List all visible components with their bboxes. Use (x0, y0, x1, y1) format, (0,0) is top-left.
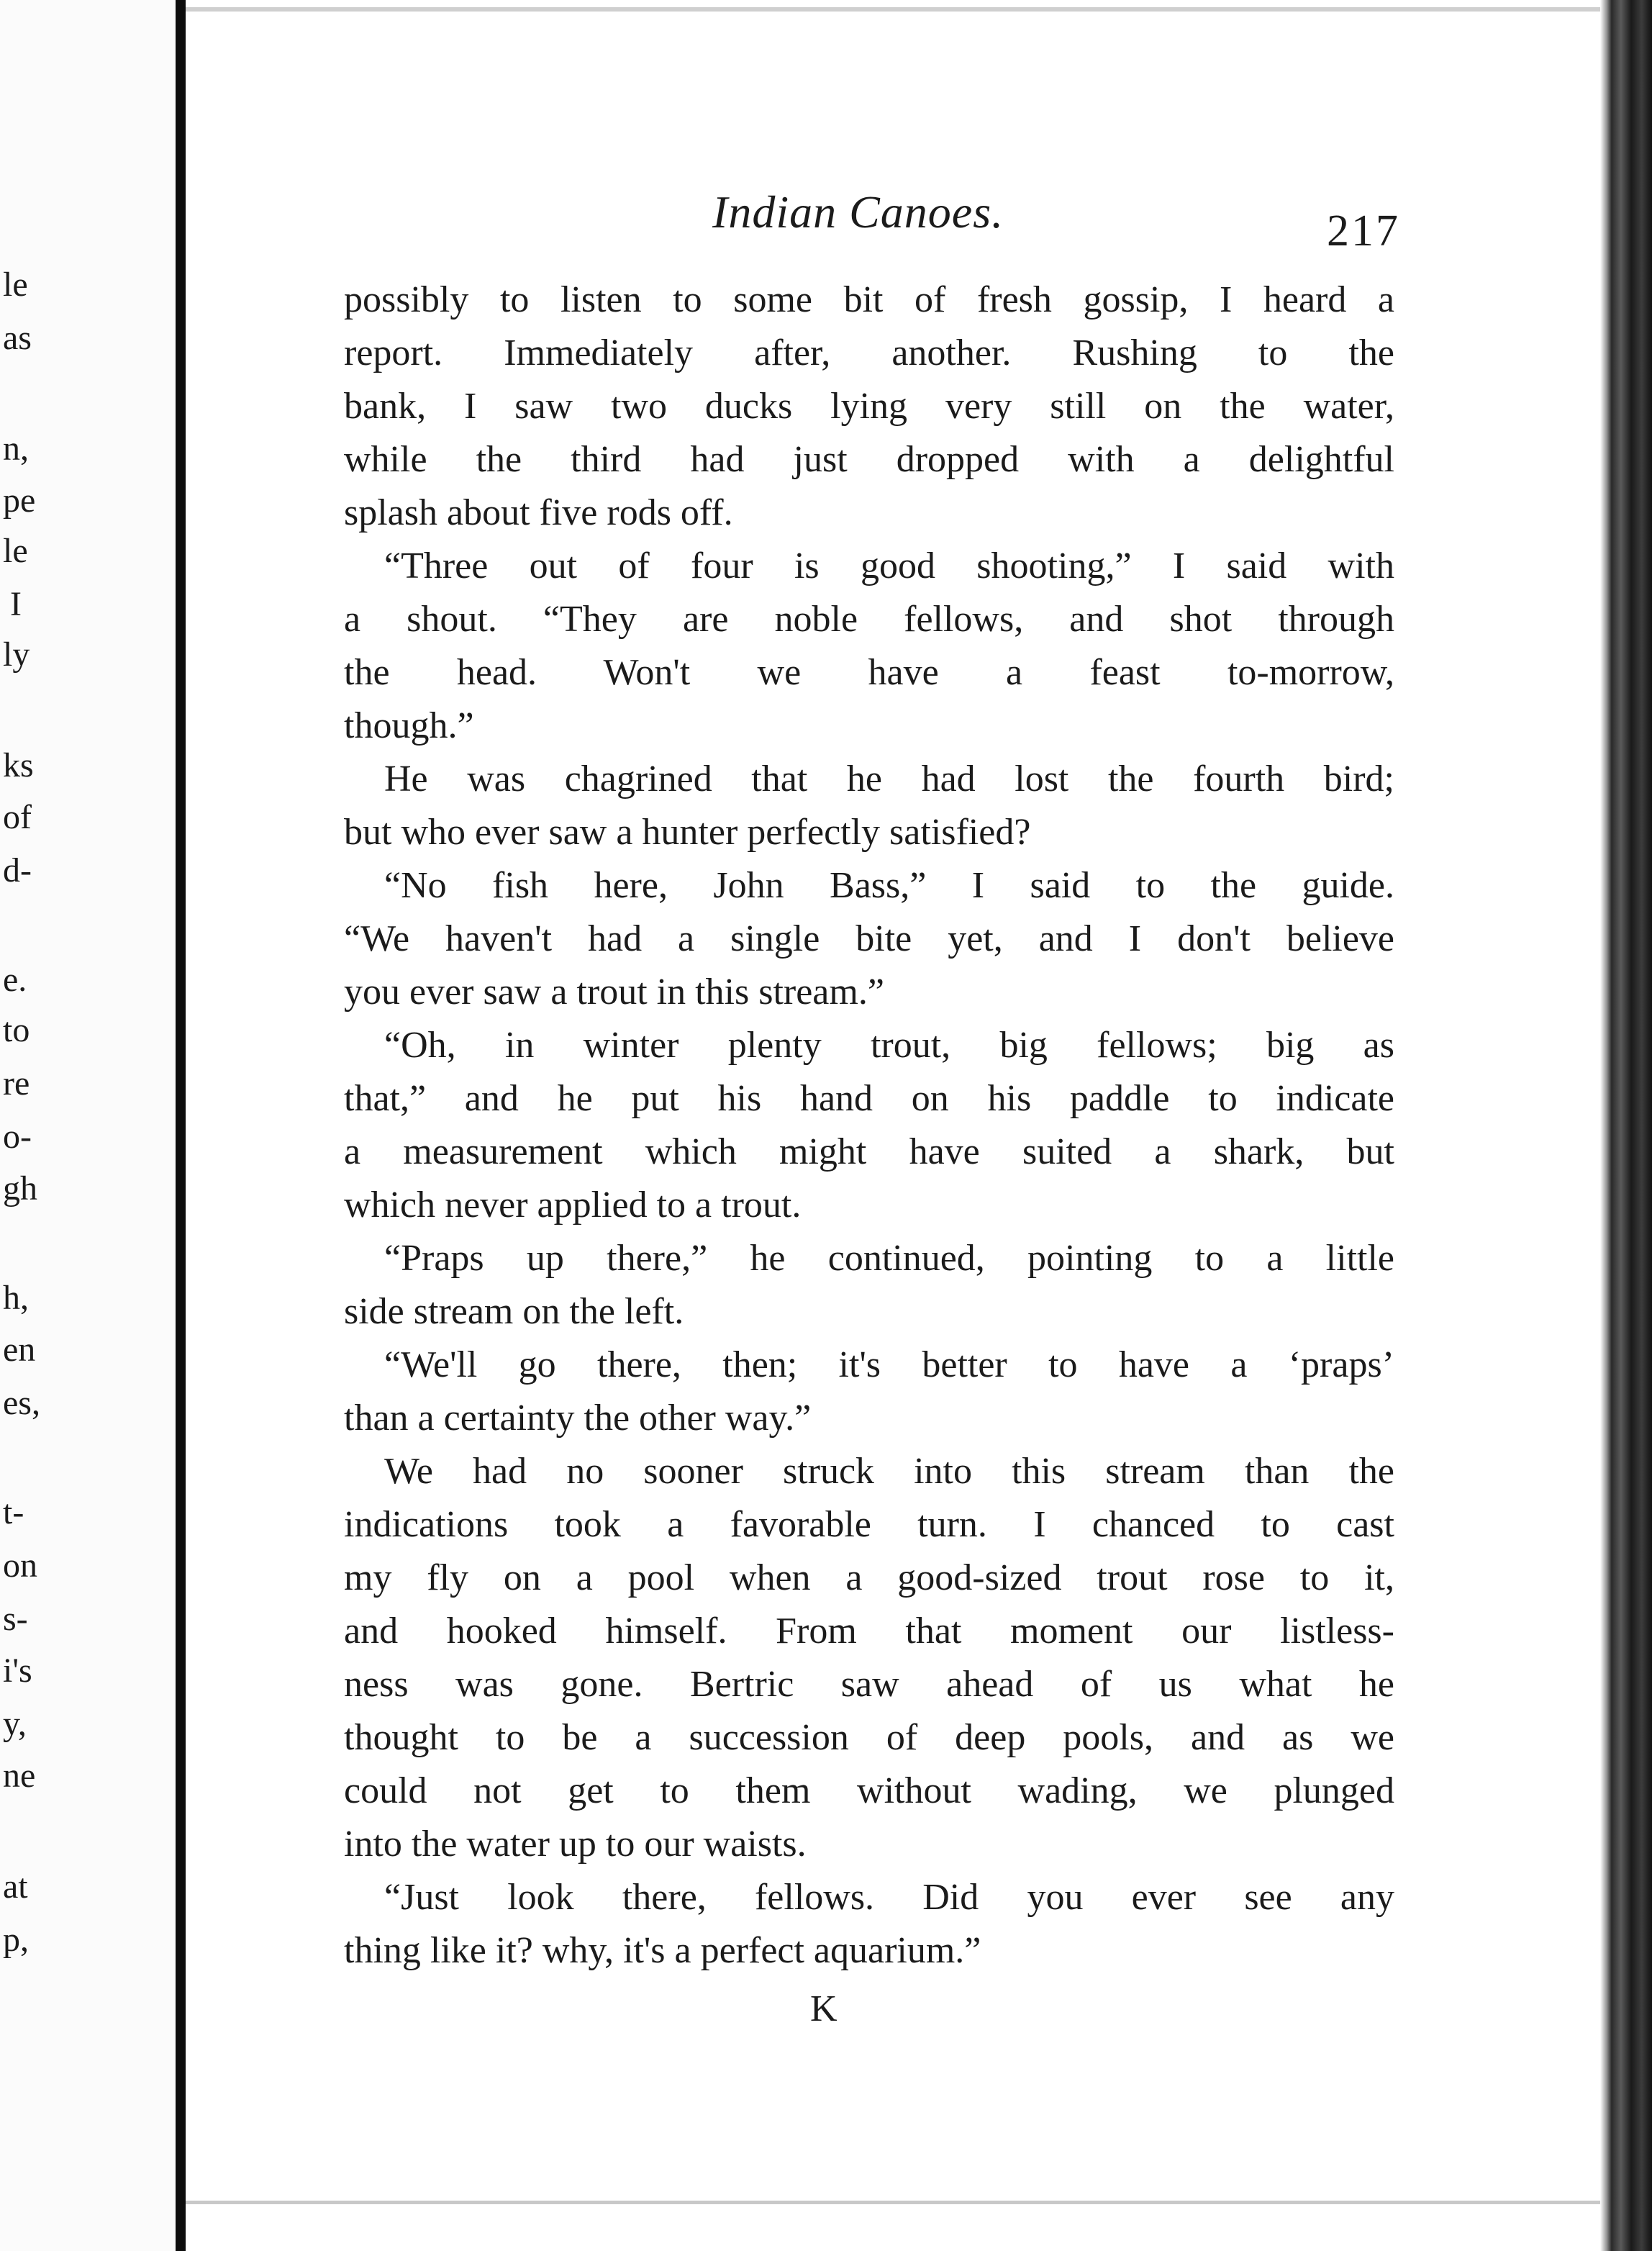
text-line: bank, I saw two ducks lying very still on the water, (344, 386, 1394, 427)
left-page-fragment: d- (3, 851, 32, 889)
paragraph (344, 540, 1394, 753)
text-line: which never applied to a trout. (344, 1185, 802, 1226)
paragraph (344, 273, 1394, 540)
left-page-fragment: pe (3, 481, 36, 520)
text-line: splash about five rods off. (344, 492, 733, 533)
left-page-fragment: ly (3, 635, 30, 674)
text-line: a shout. “They are noble fellows, and shot through (344, 599, 1394, 640)
page-top-edge (186, 7, 1605, 12)
left-page-fragment: as (3, 319, 32, 357)
text-line: indications took a favorable turn. I chanced to cast (344, 1504, 1394, 1545)
paragraph (344, 1445, 1394, 1871)
text-line: possibly to listen to some bit of fresh gossip, I heard a (344, 279, 1394, 320)
left-page-fragment: ks (3, 746, 34, 784)
left-page-fragment: i's (3, 1652, 32, 1690)
paragraph (344, 1019, 1394, 1232)
text-line: could not get to them without wading, we plunged (344, 1770, 1394, 1811)
text-line: but who ever saw a hunter perfectly satisfied? (344, 812, 1031, 853)
text-line: into the water up to our waists. (344, 1824, 807, 1865)
text-line: you ever saw a trout in this stream.” (344, 971, 884, 1013)
page-bottom-edge (186, 2201, 1605, 2204)
left-page-fragment: le (3, 532, 28, 570)
text-line: the head. Won't we have a feast to-morrow, (344, 652, 1394, 693)
text-line: though.” (344, 705, 474, 746)
left-page-fragment: gh (3, 1169, 37, 1208)
running-head: Indian Canoes. (712, 186, 1004, 237)
left-page-fragment: o- (3, 1118, 32, 1156)
text-line: “Just look there, fellows. Did you ever see any (384, 1877, 1394, 1918)
page-number: 217 (1327, 207, 1400, 255)
paragraph (344, 1871, 1394, 1978)
paragraph (344, 1232, 1394, 1339)
signature-mark: K (810, 1988, 838, 2029)
left-page-fragment: h, (3, 1279, 29, 1317)
body-text (344, 273, 1394, 1978)
left-page-fragment: to (3, 1011, 30, 1049)
left-page-fragment: y, (3, 1705, 27, 1743)
text-line: “Praps up there,” he continued, pointing to a little (384, 1238, 1394, 1279)
left-page-fragment: le (3, 266, 28, 304)
text-line: “We haven't had a single bite yet, and I don't believe (344, 918, 1394, 959)
text-line: side stream on the left. (344, 1291, 684, 1332)
text-line: than a certainty the other way.” (344, 1398, 812, 1439)
left-page-fragment: n, (3, 430, 29, 468)
text-line: and hooked himself. From that moment our listless- (344, 1611, 1394, 1652)
text-line: “We'll go there, then; it's better to have a ‘praps’ (384, 1344, 1394, 1385)
left-page-fragment: e. (3, 961, 27, 999)
paragraph (344, 753, 1394, 859)
left-page-fragment: t- (3, 1493, 24, 1531)
text-line: “Three out of four is good shooting,” I said with (384, 545, 1394, 586)
text-line: “No fish here, John Bass,” I said to the guide. (384, 865, 1394, 906)
text-line: thing like it? why, it's a perfect aquarium.” (344, 1930, 981, 1971)
text-line: while the third had just dropped with a delightful (344, 439, 1394, 480)
text-line: my fly on a pool when a good-sized trout rose to it, (344, 1557, 1394, 1598)
left-page-fragment: at (3, 1867, 28, 1906)
left-page-fragment: es, (3, 1384, 40, 1422)
left-page-fragment: re (3, 1064, 30, 1102)
left-page-fragment: ne (3, 1757, 36, 1795)
text-line: report. Immediately after, another. Rushing to the (344, 332, 1394, 373)
paragraph (344, 1339, 1394, 1445)
text-line: thought to be a succession of deep pools, and as we (344, 1717, 1394, 1758)
left-page-fragment: p, (3, 1921, 29, 1959)
text-line: a measurement which might have suited a shark, but (344, 1131, 1394, 1172)
left-page-fragment: on (3, 1546, 37, 1585)
text-line: We had no sooner struck into this stream than the (384, 1451, 1394, 1492)
left-page-fragment: of (3, 798, 32, 836)
text-line: “Oh, in winter plenty trout, big fellows; big as (384, 1025, 1394, 1066)
paragraph (344, 859, 1394, 1019)
previous-page-edge (0, 0, 176, 2251)
page-stack-edge (1600, 0, 1652, 2251)
book-gutter (176, 0, 186, 2251)
left-page-fragment: s- (3, 1600, 28, 1638)
left-page-fragment: en (3, 1331, 36, 1369)
left-page-fragment: I (10, 585, 22, 623)
text-line: that,” and he put his hand on his paddle to indicate (344, 1078, 1394, 1119)
text-line: ness was gone. Bertric saw ahead of us what he (344, 1664, 1394, 1705)
text-line: He was chagrined that he had lost the fourth bird; (384, 758, 1394, 800)
